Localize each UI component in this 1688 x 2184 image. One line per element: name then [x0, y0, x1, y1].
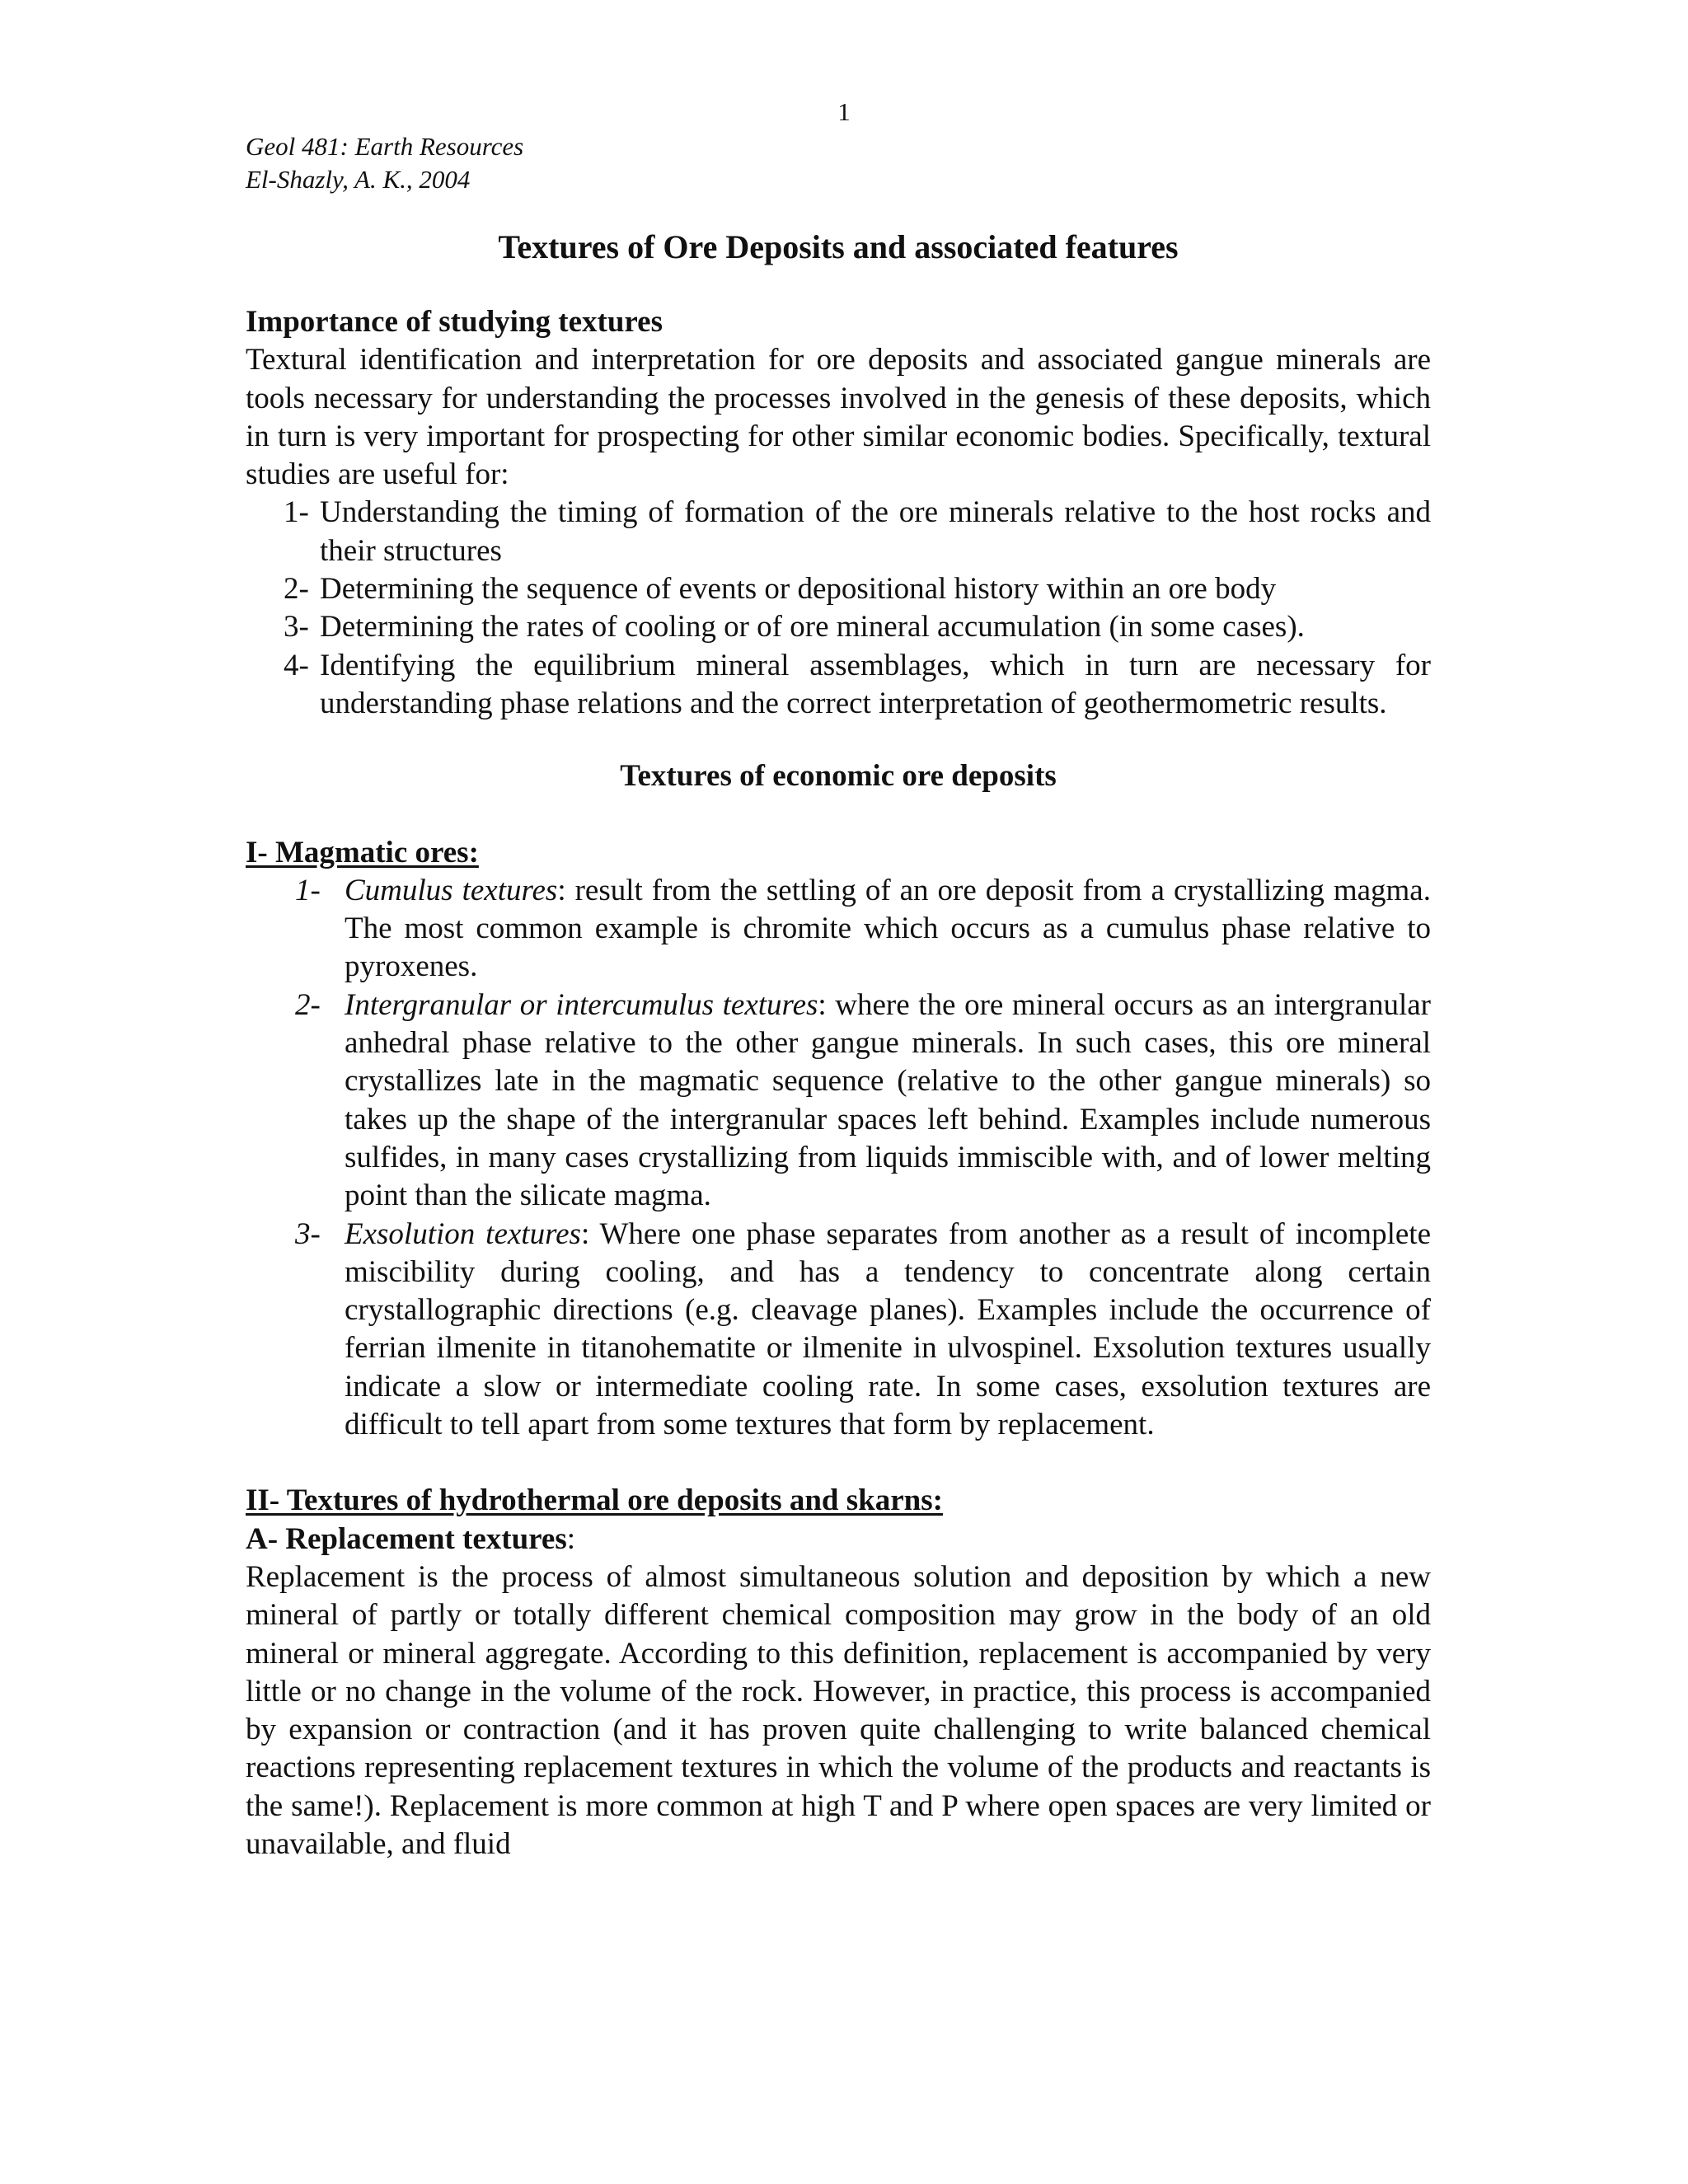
texture-term: Exsolution textures [345, 1216, 581, 1251]
list-text: Determining the sequence of events or depositional history within an ore body [320, 572, 1277, 607]
section-spacer [246, 1444, 1431, 1482]
list-number: 2- [295, 987, 321, 1022]
importance-item [246, 494, 1431, 570]
course-header: Geol 481: Earth Resources [246, 132, 524, 161]
magmatic-list [246, 872, 1431, 1444]
importance-list [246, 494, 1431, 723]
importance-item [246, 647, 1431, 724]
replacement-subheading-line [246, 1521, 1431, 1558]
list-text: Understanding the timing of formation of the ore minerals relative to the host rocks and their structures [320, 495, 1431, 568]
importance-intro: Textural identification and interpretation for ore deposits and associated gangue minerals are tools necessary for understanding the processes involved in the genesis of these deposits, which in turn is very important for prospecting for other similar economic bodies. Specifically, textural studies are useful for: [246, 343, 1431, 492]
importance-item [246, 608, 1431, 646]
list-text: Identifying the equilibrium mineral assemblages, which in turn are necessary for understanding phase relations and the correct interpretation of geothermometric results. [320, 648, 1431, 720]
hydrothermal-heading: II- Textures of hydrothermal ore deposits and skarns: [246, 1483, 943, 1518]
importance-item [246, 570, 1431, 608]
magmatic-item [246, 1216, 1431, 1445]
importance-heading: Importance of studying textures [246, 305, 663, 339]
economic-textures-heading: Textures of economic ore deposits [620, 759, 1057, 794]
texture-description: : where the ore mineral occurs as an intergranular anhedral phase relative to the other gangue minerals. In such cases, this ore mineral crystallizes late in the magmatic sequence (relative to the other gangue minerals) so takes up the shape of the intergranular spaces left behind. Examples include numerous sulfides, in many cases crystallizing from liquids immiscible with, and of lower melting point than the silicate magma. [345, 987, 1432, 1213]
replacement-subheading: A- Replacement textures [246, 1521, 567, 1556]
texture-term: Cumulus textures [345, 873, 558, 907]
texture-term: Intergranular or intercumulus textures [345, 987, 818, 1022]
magmatic-item [246, 872, 1431, 987]
document-body [246, 130, 1431, 1863]
list-text: Determining the rates of cooling or of ore mineral accumulation (in some cases). [320, 610, 1305, 644]
list-number: 3- [284, 610, 309, 644]
replacement-subheading-colon: : [566, 1521, 576, 1556]
list-number: 3- [295, 1216, 321, 1251]
list-number: 2- [284, 572, 309, 607]
texture-description: : result from the settling of an ore deposit from a crystallizing magma. The most common example is chromite which occurs as a cumulus phase relative to pyroxenes. [345, 873, 1431, 984]
list-number: 1- [295, 873, 321, 907]
author-header: El-Shazly, A. K., 2004 [246, 165, 471, 194]
texture-description: : Where one phase separates from another as a result of incomplete miscibility during cooling, and has a tendency to concentrate along certain crystallographic directions (e.g. cleavage planes). Examples include the occurrence of ferrian ilmenite in titanohematite or ilmenite in ulvospinel. Exsolution textures usually indicate a slow or intermediate cooling rate. In some cases, exsolution textures are difficult to tell apart from some textures that form by replacement. [345, 1216, 1431, 1442]
list-number: 4- [284, 648, 309, 682]
magmatic-heading: I- Magmatic ores: [246, 835, 479, 869]
magmatic-item [246, 987, 1431, 1216]
document-title: Textures of Ore Deposits and associated features [498, 228, 1179, 265]
list-number: 1- [284, 495, 309, 530]
page-number: 1 [837, 97, 851, 126]
replacement-paragraph: Replacement is the process of almost simultaneous solution and deposition by which a new mineral of partly or totally different chemical composition may grow in the body of an old mineral or mineral aggregate. According to this definition, replacement is accompanied by very little or no change in the volume of the rock. However, in practice, this process is accompanied by expansion or contraction (and it has proven quite challenging to write balanced chemical reactions representing replacement textures in which the volume of the products and reactants is the same!). Replacement is more common at high T and P where open spaces are very limited or unavailable, and fluid [246, 1559, 1431, 1861]
